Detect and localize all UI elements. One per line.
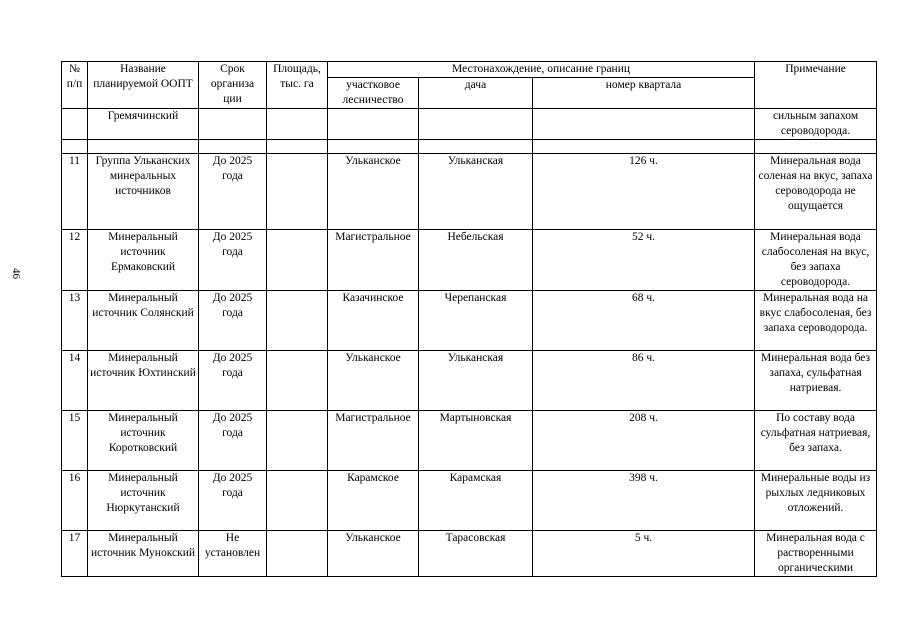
table-row	[62, 411, 877, 471]
cell-quarter	[533, 109, 755, 140]
table-row	[62, 291, 877, 351]
cell-dacha	[419, 109, 533, 140]
cell-forestry: Ульканское	[328, 531, 419, 577]
header-num: № п/п	[62, 62, 88, 109]
cell-area	[267, 351, 328, 411]
cell-quarter: 52 ч.	[533, 230, 755, 291]
cell-area	[267, 411, 328, 471]
header-quarter: номер квартала	[533, 78, 755, 109]
cell-name: Гремячинский	[88, 109, 199, 140]
cell-quarter: 68 ч.	[533, 291, 755, 351]
cell-name: Минеральный источник Солянский	[88, 291, 199, 351]
cell-dacha: Черепанская	[419, 291, 533, 351]
oopt-table	[61, 61, 877, 577]
cell-name: Минеральный источник Коротковский	[88, 411, 199, 471]
cell-forestry: Магистральное	[328, 230, 419, 291]
cell-area	[267, 531, 328, 577]
cell-name: Минеральный источник Нюркутанский	[88, 471, 199, 531]
cell-term	[199, 109, 267, 140]
cell-note: Минеральная вода соленая на вкус, запаха сероводорода не ощущается	[755, 154, 877, 230]
cell-num: 15	[62, 411, 88, 471]
cell-note: Минеральная вода слабосоленая на вкус, без запаха сероводорода.	[755, 230, 877, 291]
cell-area	[267, 471, 328, 531]
table-row	[62, 531, 877, 577]
cell-dacha: Тарасовская	[419, 531, 533, 577]
header-term: Срок организа ции	[199, 62, 267, 109]
cell-note: Минеральная вода без запаха, сульфатная натриевая.	[755, 351, 877, 411]
table-row	[62, 471, 877, 531]
cell-forestry: Ульканское	[328, 351, 419, 411]
cell-num: 14	[62, 351, 88, 411]
header-area: Площадь, тыс. га	[267, 62, 328, 109]
cell-area	[267, 291, 328, 351]
carry-over-row	[62, 109, 877, 140]
cell-num: 11	[62, 154, 88, 230]
cell-num	[62, 109, 88, 140]
cell-dacha: Мартыновская	[419, 411, 533, 471]
cell-term: До 2025 года	[199, 291, 267, 351]
cell-name: Минеральный источник Юхтинский	[88, 351, 199, 411]
cell-dacha: Карамская	[419, 471, 533, 531]
header-name: Название планируемой ООПТ	[88, 62, 199, 109]
page-number: 46	[10, 268, 22, 279]
cell-note: Минеральные воды из рыхлых ледниковых отложений.	[755, 471, 877, 531]
cell-num: 13	[62, 291, 88, 351]
cell-quarter: 208 ч.	[533, 411, 755, 471]
cell-quarter: 5 ч.	[533, 531, 755, 577]
header-note: Примечание	[755, 62, 877, 109]
cell-note: сильным запахом сероводорода.	[755, 109, 877, 140]
cell-name: Минеральный источник Ермаковский	[88, 230, 199, 291]
cell-area	[267, 154, 328, 230]
cell-forestry: Карамское	[328, 471, 419, 531]
cell-term: Не установлен	[199, 531, 267, 577]
cell-term: До 2025 года	[199, 411, 267, 471]
cell-area	[267, 230, 328, 291]
cell-area	[267, 109, 328, 140]
header-dacha: дача	[419, 78, 533, 109]
cell-num: 17	[62, 531, 88, 577]
cell-forestry: Ульканское	[328, 154, 419, 230]
cell-num: 16	[62, 471, 88, 531]
cell-dacha: Ульканская	[419, 154, 533, 230]
cell-forestry	[328, 109, 419, 140]
table-row	[62, 230, 877, 291]
cell-term: До 2025 года	[199, 351, 267, 411]
cell-quarter: 126 ч.	[533, 154, 755, 230]
cell-dacha: Небельская	[419, 230, 533, 291]
cell-name: Минеральный источник Мунокский	[88, 531, 199, 577]
cell-term: До 2025 года	[199, 230, 267, 291]
table-row	[62, 154, 877, 230]
cell-note: По составу вода сульфатная натриевая, без запаха.	[755, 411, 877, 471]
cell-forestry: Магистральное	[328, 411, 419, 471]
cell-num: 12	[62, 230, 88, 291]
cell-term: До 2025 года	[199, 471, 267, 531]
cell-quarter: 86 ч.	[533, 351, 755, 411]
table-row	[62, 351, 877, 411]
spacer-row	[62, 140, 877, 154]
cell-dacha: Ульканская	[419, 351, 533, 411]
header-location: Местонахождение, описание границ	[328, 62, 755, 78]
header-forestry: участковое лесничество	[328, 78, 419, 109]
cell-quarter: 398 ч.	[533, 471, 755, 531]
cell-forestry: Казачинское	[328, 291, 419, 351]
cell-name: Группа Ульканских минеральных источников	[88, 154, 199, 230]
cell-note: Минеральная вода с растворенными органическими	[755, 531, 877, 577]
cell-term: До 2025 года	[199, 154, 267, 230]
cell-note: Минеральная вода на вкус слабосоленая, без запаха сероводорода.	[755, 291, 877, 351]
